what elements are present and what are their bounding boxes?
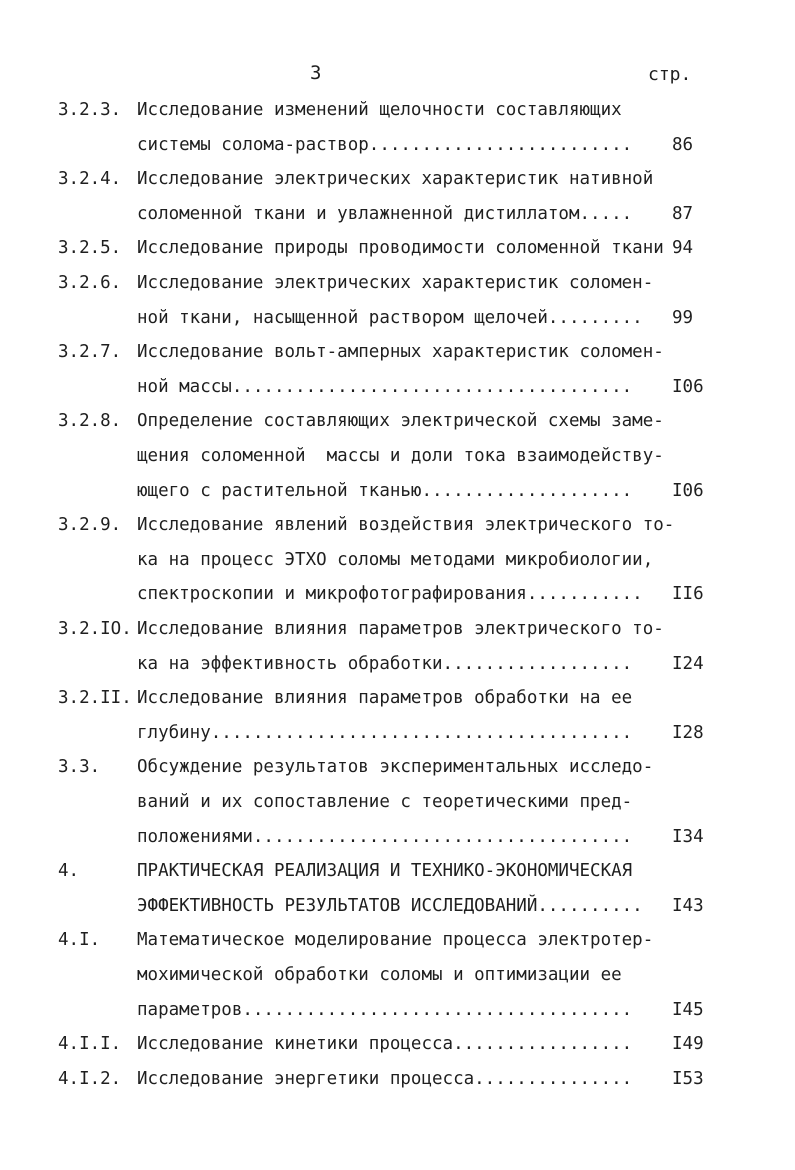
toc-entry-text-line: ваний и их сопоставление с теоретическими пред- xyxy=(137,792,633,812)
toc-entry-number: 3.2.5. xyxy=(58,238,122,259)
toc-entry-page: 94 xyxy=(672,238,694,259)
toc-entry-number: 4.I.2. xyxy=(58,1068,122,1089)
toc-entry-number: 3.2.II. xyxy=(58,688,132,709)
toc-entry-text-line: Исследование электрических характеристик нативной xyxy=(137,169,654,190)
toc-entry-text-line: Исследование влияния параметров электрического то- xyxy=(137,619,664,639)
toc-entry-number: 3.2.IO. xyxy=(58,619,132,639)
toc-entry-text-line: Исследование явлений воздействия электрического то- xyxy=(137,515,675,536)
toc-entry-text-line: мохимической обработки соломы и оптимизации ее xyxy=(137,965,622,985)
toc-entry-number: 3.2.4. xyxy=(58,169,122,190)
toc-entry-text-line: Исследование вольт-амперных характеристик соломен- xyxy=(137,342,664,363)
toc-entry-page: 99 xyxy=(672,307,694,328)
toc-entry-page: I06 xyxy=(672,376,704,397)
toc-entry-text-line: Исследование энергетики процесса............... xyxy=(137,1068,633,1089)
toc-entry-page: I45 xyxy=(672,999,704,1020)
toc-entry-text-line: Исследование изменений щелочности составляющих xyxy=(137,100,622,120)
toc-entry-number: 4.I.I. xyxy=(58,1034,122,1055)
toc-entry-page: I34 xyxy=(672,826,704,847)
toc-entry-page: I24 xyxy=(672,653,704,674)
toc-entry-text-line: спектроскопии и микрофотографирования........... xyxy=(137,584,643,605)
toc-entry-page: 86 xyxy=(672,134,694,155)
toc-entry-text-line: ПРАКТИЧЕСКАЯ РЕАЛИЗАЦИЯ И ТЕХНИКО-ЭКОНОМИЧЕСКАЯ xyxy=(137,861,633,882)
toc-entry-number: 4. xyxy=(58,861,80,882)
toc-entry-page: I43 xyxy=(672,895,704,916)
toc-entry-text-line: ной массы...................................... xyxy=(137,376,633,397)
toc-entry-number: 3.2.8. xyxy=(58,411,122,432)
page-number: 3 xyxy=(310,62,322,84)
toc-entry-text-line: параметров..................................... xyxy=(137,999,633,1020)
toc-entry-text-line: положениями.................................... xyxy=(137,826,633,847)
toc-entry-text-line: Исследование влияния параметров обработки на ее xyxy=(137,688,633,709)
toc-entry-page: I49 xyxy=(672,1034,704,1055)
toc-entry-text-line: Математическое моделирование процесса электротер- xyxy=(137,930,654,951)
toc-entry-number: 3.2.7. xyxy=(58,342,122,363)
toc-entry-number: 3.2.3. xyxy=(58,100,122,120)
toc-entry-text-line: ка на эффективность обработки.................. xyxy=(137,653,633,674)
toc-entry-text-line: ющего с растительной тканью.................... xyxy=(137,480,633,501)
toc-entry-page: 87 xyxy=(672,203,694,224)
toc-entry-page: II6 xyxy=(672,584,704,605)
toc-entry-page: I53 xyxy=(672,1068,704,1089)
toc-entry-number: 3.2.6. xyxy=(58,273,122,293)
toc-entry-number: 3.2.9. xyxy=(58,515,122,536)
toc-entry-text-line: Обсуждение результатов экспериментальных исследо- xyxy=(137,757,654,778)
toc-entry-text-line: Определение составляющих электрической схемы заме- xyxy=(137,411,664,432)
page-label: стр. xyxy=(648,64,692,85)
toc-entry-page: I28 xyxy=(672,722,704,743)
toc-entry-text-line: Исследование электрических характеристик соломен- xyxy=(137,273,654,293)
toc-entry-text-line: ЭФФЕКТИВНОСТЬ РЕЗУЛЬТАТОВ ИССЛЕДОВАНИЙ.......... xyxy=(137,895,643,916)
toc-entry-text-line: ка на процесс ЭТХО соломы методами микробиологии, xyxy=(137,549,654,570)
toc-entry-page: I06 xyxy=(672,480,704,501)
toc-entry-text-line: ной ткани, насыщенной раствором щелочей......... xyxy=(137,307,643,328)
toc-entry-number: 4.I. xyxy=(58,930,101,951)
toc-entry-text-line: щения соломенной массы и доли тока взаимодейству- xyxy=(137,446,664,466)
toc-entry-text-line: Исследование природы проводимости соломенной ткани xyxy=(137,238,664,259)
toc-entry-text-line: Исследование кинетики процесса................. xyxy=(137,1034,633,1055)
toc-entry-text-line: системы солома-раствор......................... xyxy=(137,134,633,155)
toc-entry-text-line: соломенной ткани и увлажненной дистиллатом..... xyxy=(137,203,633,224)
toc-entry-text-line: глубину........................................ xyxy=(137,722,633,743)
toc-entry-number: 3.3. xyxy=(58,757,101,778)
